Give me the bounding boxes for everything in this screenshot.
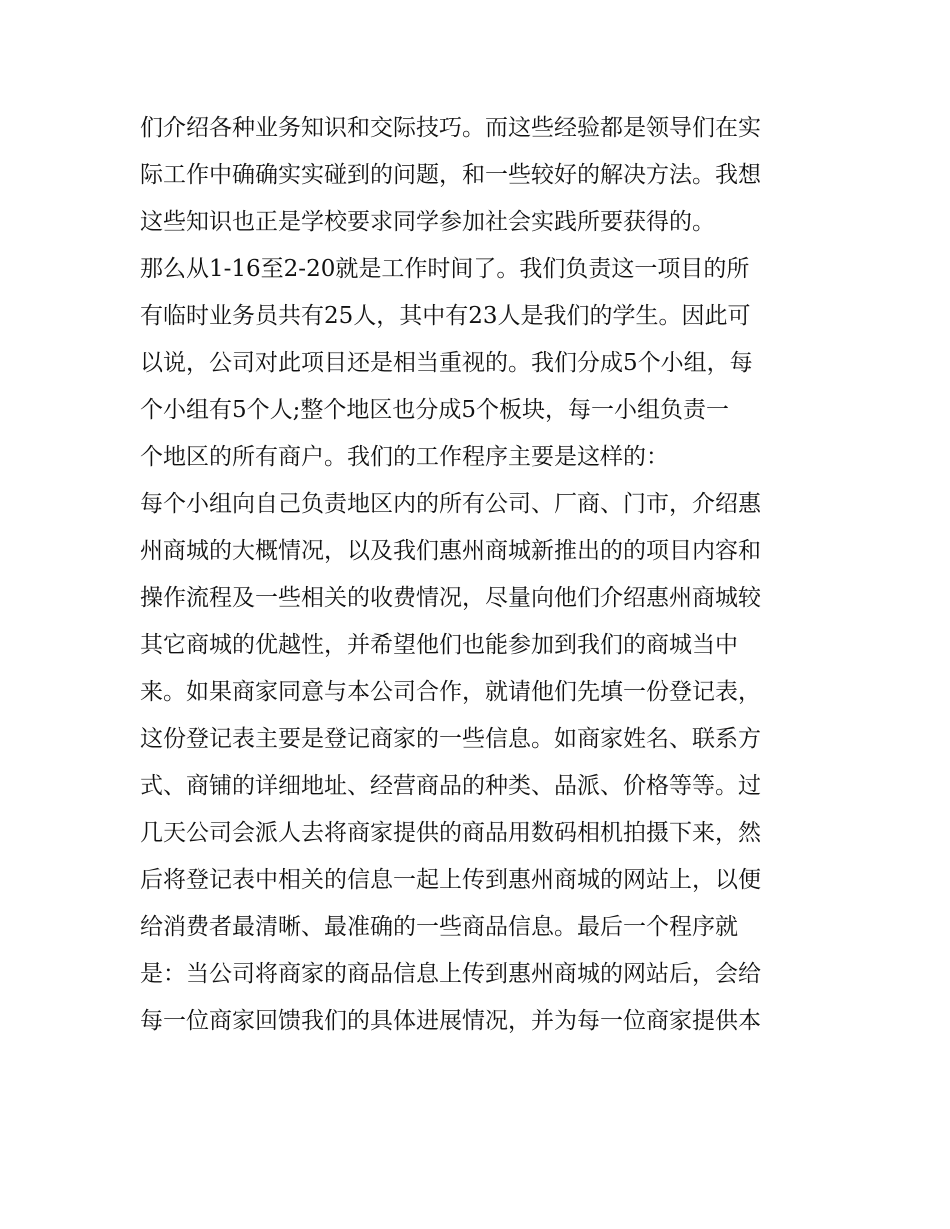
text-line: 操作流程及一些相关的收费情况，尽量向他们介绍惠州商城较 (140, 585, 761, 611)
text-line: 以说，公司对此项目还是相当重视的。我们分成5个小组，每 (140, 350, 753, 376)
text-line: 其它商城的优越性，并希望他们也能参加到我们的商城当中 (140, 632, 738, 658)
text-line: 州商城的大概情况，以及我们惠州商城新推出的的项目内容和 (140, 538, 761, 564)
text-line: 是：当公司将商家的商品信息上传到惠州商城的网站后，会给 (140, 961, 761, 987)
text-line: 几天公司会派人去将商家提供的商品用数码相机拍摄下来，然 (140, 820, 761, 846)
text-line: 来。如果商家同意与本公司合作，就请他们先填一份登记表， (140, 679, 761, 705)
text-line: 给消费者最清晰、最准确的一些商品信息。最后一个程序就 (140, 914, 738, 940)
text-line: 个地区的所有商户。我们的工作程序主要是这样的： (140, 444, 669, 470)
text-line: 们介绍各种业务知识和交际技巧。而这些经验都是领导们在实 (140, 115, 761, 141)
text-line: 每个小组向自己负责地区内的所有公司、厂商、门市，介绍惠 (140, 491, 761, 517)
text-line: 际工作中确确实实碰到的问题，和一些较好的解决方法。我想 (140, 162, 761, 188)
text-line: 个小组有5个人;整个地区也分成5个板块，每一小组负责一 (140, 397, 730, 423)
text-line: 有临时业务员共有25人，其中有23人是我们的学生。因此可 (140, 303, 751, 329)
text-line: 这些知识也正是学校要求同学参加社会实践所要获得的。 (140, 209, 715, 235)
text-line: 式、商铺的详细地址、经营商品的种类、品派、价格等等。过 (140, 773, 761, 799)
text-line: 那么从1-16至2-20就是工作时间了。我们负责这一项目的所 (140, 256, 750, 282)
text-line: 每一位商家回馈我们的具体进展情况，并为每一位商家提供本 (140, 1008, 761, 1034)
body-text (140, 105, 820, 1045)
text-line: 后将登记表中相关的信息一起上传到惠州商城的网站上，以便 (140, 867, 761, 893)
text-line: 这份登记表主要是登记商家的一些信息。如商家姓名、联系方 (140, 726, 761, 752)
